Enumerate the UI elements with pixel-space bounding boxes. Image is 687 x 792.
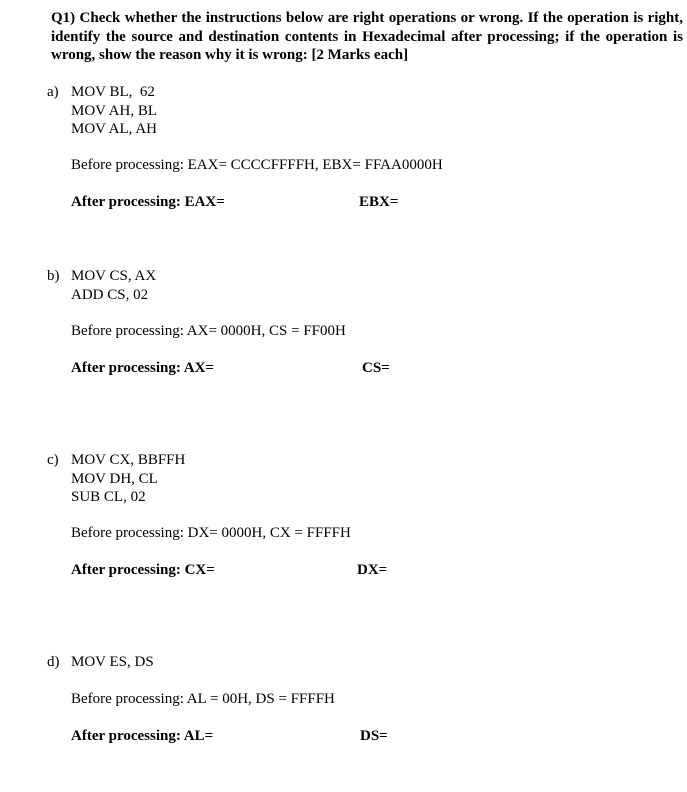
code-block	[71, 267, 156, 304]
code-block	[71, 83, 157, 139]
code-block	[71, 451, 185, 507]
part-label: c)	[47, 452, 59, 468]
after-processing-label: After processing: CX=	[71, 562, 215, 578]
after-processing-label: After processing: EAX=	[71, 194, 225, 210]
before-processing: Before processing: AX= 0000H, CS = FF00H	[71, 323, 346, 339]
code-line: MOV DH, CL	[71, 470, 158, 487]
before-processing: Before processing: EAX= CCCCFFFFH, EBX= FFAA0000H	[71, 157, 443, 173]
code-line: MOV BL, 62	[71, 84, 155, 100]
part-label: a)	[47, 84, 59, 100]
code-block	[71, 653, 154, 672]
code-line: MOV ES, DS	[71, 654, 154, 670]
question-text: Q1) Check whether the instructions below are right operations or wrong. If the operation is right, identify the source and destination contents in Hexadecimal after processing; if the operation is wrong, show the reason why it is wrong: [2 Marks each]	[51, 10, 683, 63]
before-processing: Before processing: DX= 0000H, CX = FFFFH	[71, 525, 351, 541]
code-line: MOV CX, BBFFH	[71, 452, 186, 468]
code-line: MOV AL, AH	[71, 121, 157, 137]
part-label: b)	[47, 268, 60, 284]
code-line: SUB CL, 02	[71, 489, 146, 505]
part-label: d)	[47, 654, 60, 670]
second-register-label: DS=	[360, 728, 388, 744]
second-register-label: EBX=	[359, 194, 399, 210]
second-register-label: CS=	[362, 360, 390, 376]
code-line: MOV AH, BL	[71, 102, 157, 119]
code-line: ADD CS, 02	[71, 286, 149, 303]
after-processing-label: After processing: AX=	[71, 360, 214, 376]
after-processing-label: After processing: AL=	[71, 728, 214, 744]
before-processing: Before processing: AL = 00H, DS = FFFFH	[71, 691, 335, 707]
second-register-label: DX=	[357, 562, 388, 578]
code-line: MOV CS, AX	[71, 268, 157, 284]
